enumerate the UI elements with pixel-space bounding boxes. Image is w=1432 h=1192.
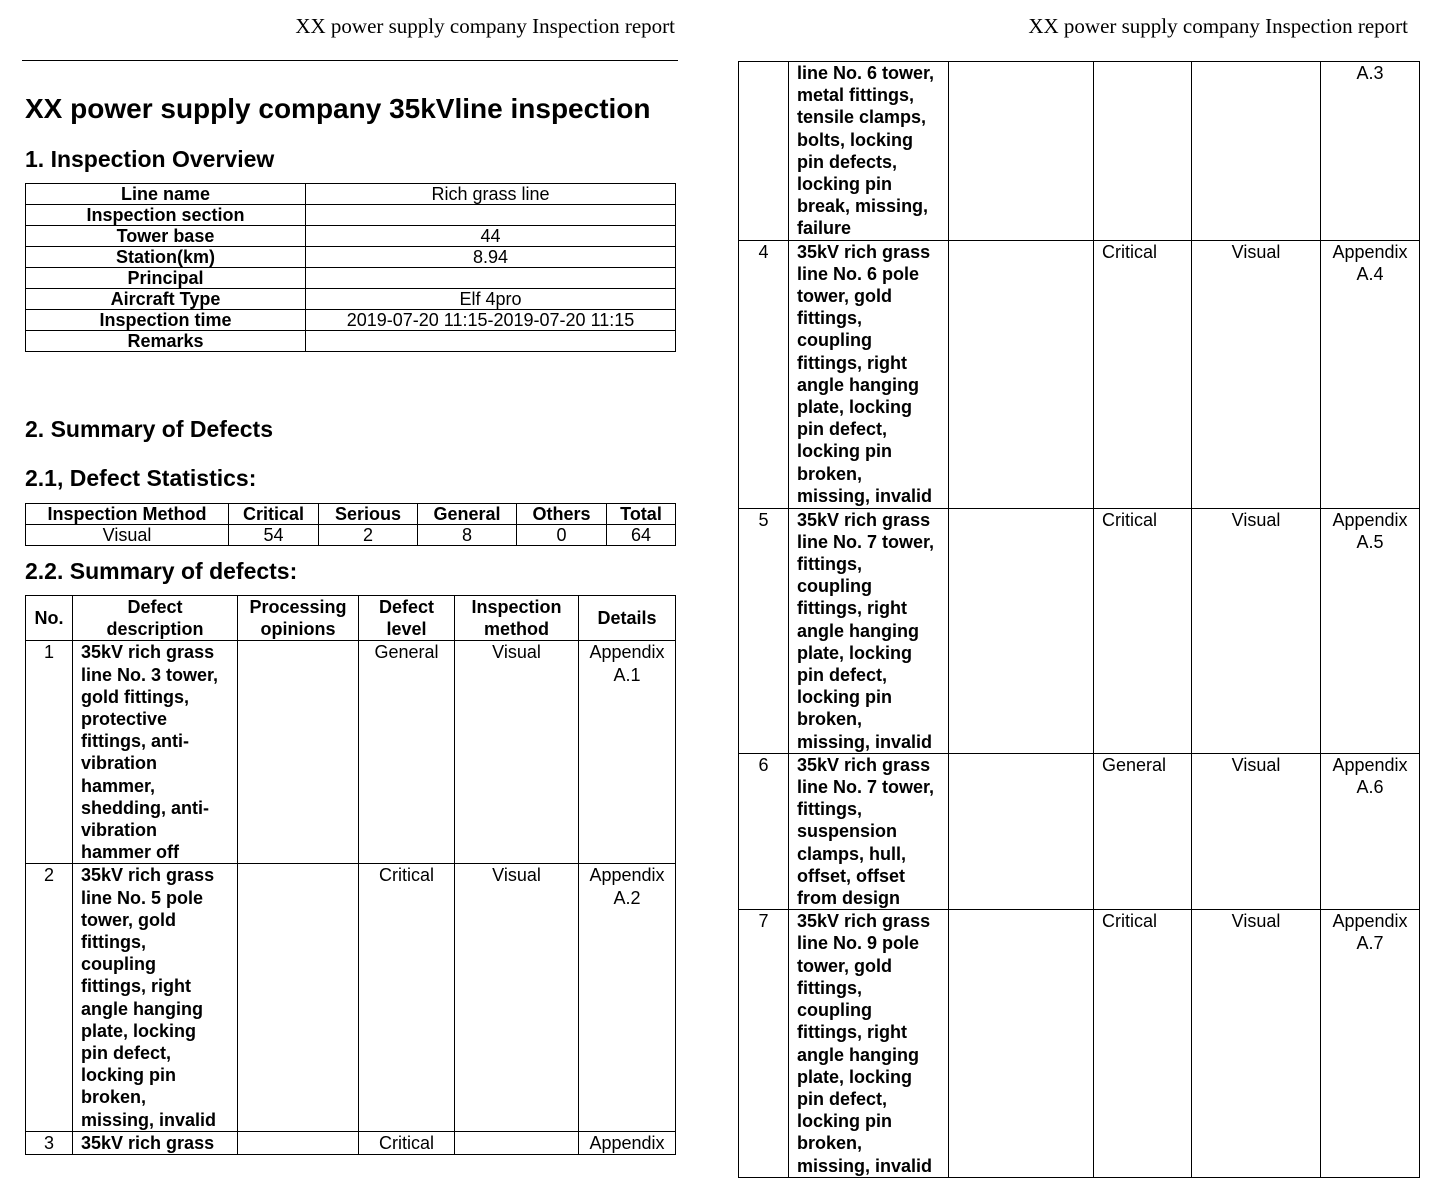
defect-details: Appendix A.4 bbox=[1321, 240, 1420, 508]
defect-row bbox=[26, 641, 676, 864]
col-header-opinions: Processing opinions bbox=[238, 596, 359, 641]
defect-details: Appendix A.5 bbox=[1321, 508, 1420, 753]
overview-value: 2019-07-20 11:15-2019-07-20 11:15 bbox=[306, 310, 676, 331]
stats-col-header: General bbox=[418, 504, 517, 525]
defect-level: Critical bbox=[359, 864, 455, 1131]
defect-level: Critical bbox=[1094, 910, 1192, 1177]
defect-row bbox=[739, 62, 1420, 241]
overview-label: Tower base bbox=[26, 226, 306, 247]
defect-level: Critical bbox=[359, 1131, 455, 1154]
col-header-level: Defect level bbox=[359, 596, 455, 641]
defect-no: 4 bbox=[739, 240, 789, 508]
defect-level: General bbox=[359, 641, 455, 864]
defect-no: 5 bbox=[739, 508, 789, 753]
defect-level: Critical bbox=[1094, 240, 1192, 508]
defect-opinions bbox=[949, 508, 1094, 753]
overview-table bbox=[25, 183, 676, 352]
defect-no: 1 bbox=[26, 641, 73, 864]
defect-method bbox=[455, 1131, 579, 1154]
stats-col-header: Inspection Method bbox=[26, 504, 229, 525]
overview-row bbox=[26, 205, 676, 226]
defect-description: 35kV rich grass line No. 3 tower, gold fittings, protective fittings, anti- vibration hammer, shedding, anti- vibration hammer off bbox=[73, 641, 238, 864]
defect-method: Visual bbox=[455, 864, 579, 1131]
overview-label: Principal bbox=[26, 268, 306, 289]
defect-description: 35kV rich grass line No. 9 pole tower, gold fittings, coupling fittings, right angle hanging plate, locking pin defect, locking pin broken, missing, invalid bbox=[789, 910, 949, 1177]
stats-cell: 2 bbox=[319, 525, 418, 546]
defect-opinions bbox=[949, 62, 1094, 241]
overview-row bbox=[26, 331, 676, 352]
defect-row bbox=[26, 1131, 676, 1154]
defects-table-continued bbox=[738, 61, 1420, 1178]
defect-details: Appendix A.6 bbox=[1321, 753, 1420, 909]
overview-row bbox=[26, 268, 676, 289]
stats-cell: 64 bbox=[607, 525, 676, 546]
defect-no: 2 bbox=[26, 864, 73, 1131]
defect-description: 35kV rich grass line No. 7 tower, fittings, suspension clamps, hull, offset, offset from design bbox=[789, 753, 949, 909]
defect-no bbox=[739, 62, 789, 241]
overview-value: 8.94 bbox=[306, 247, 676, 268]
defect-opinions bbox=[238, 1131, 359, 1154]
defect-opinions bbox=[238, 641, 359, 864]
stats-cell: 54 bbox=[229, 525, 319, 546]
defect-row bbox=[739, 753, 1420, 909]
defect-details: A.3 bbox=[1321, 62, 1420, 241]
defect-method: Visual bbox=[1192, 753, 1321, 909]
defect-no: 3 bbox=[26, 1131, 73, 1154]
overview-label: Inspection section bbox=[26, 205, 306, 226]
overview-label: Line name bbox=[26, 184, 306, 205]
stats-col-header: Others bbox=[517, 504, 607, 525]
defect-opinions bbox=[949, 753, 1094, 909]
running-header: XX power supply company Inspection report bbox=[295, 14, 675, 38]
defect-opinions bbox=[238, 864, 359, 1131]
overview-row bbox=[26, 226, 676, 247]
defect-description: 35kV rich grass line No. 6 pole tower, gold fittings, coupling fittings, right angle hanging plate, locking pin defect, locking pin broken, missing, invalid bbox=[789, 240, 949, 508]
summary-of-defects-heading: 2. Summary of Defects bbox=[25, 416, 273, 442]
overview-row bbox=[26, 289, 676, 310]
defect-statistics-table bbox=[25, 503, 676, 546]
defects-table-page-1 bbox=[25, 595, 677, 1153]
defect-level: General bbox=[1094, 753, 1192, 909]
overview-value bbox=[306, 268, 676, 289]
overview-value: Elf 4pro bbox=[306, 289, 676, 310]
defect-statistics-heading: 2.1, Defect Statistics: bbox=[25, 465, 257, 491]
defect-no: 6 bbox=[739, 753, 789, 909]
defect-method bbox=[1192, 62, 1321, 241]
defect-method: Visual bbox=[1192, 910, 1321, 1177]
running-header: XX power supply company Inspection report bbox=[1028, 14, 1408, 38]
defect-details: Appendix bbox=[579, 1131, 676, 1154]
defect-level: Critical bbox=[1094, 508, 1192, 753]
defect-details: Appendix A.1 bbox=[579, 641, 676, 864]
defect-no: 7 bbox=[739, 910, 789, 1177]
defect-method: Visual bbox=[455, 641, 579, 864]
col-header-no: No. bbox=[26, 596, 73, 641]
defect-row bbox=[739, 910, 1420, 1177]
defect-opinions bbox=[949, 240, 1094, 508]
defects-summary-heading: 2.2. Summary of defects: bbox=[25, 558, 298, 584]
inspection-overview-heading: 1. Inspection Overview bbox=[25, 146, 275, 172]
overview-value bbox=[306, 331, 676, 352]
stats-col-header: Serious bbox=[319, 504, 418, 525]
stats-col-header: Total bbox=[607, 504, 676, 525]
overview-value: 44 bbox=[306, 226, 676, 247]
overview-row bbox=[26, 310, 676, 331]
col-header-description: Defect description bbox=[73, 596, 238, 641]
header-divider bbox=[22, 60, 678, 61]
stats-cell: Visual bbox=[26, 525, 229, 546]
stats-col-header: Critical bbox=[229, 504, 319, 525]
overview-row bbox=[26, 184, 676, 205]
document-title: XX power supply company 35kVline inspection bbox=[25, 93, 651, 124]
defect-method: Visual bbox=[1192, 240, 1321, 508]
overview-label: Inspection time bbox=[26, 310, 306, 331]
overview-value: Rich grass line bbox=[306, 184, 676, 205]
stats-cell: 8 bbox=[418, 525, 517, 546]
defect-row bbox=[739, 508, 1420, 753]
defect-description: 35kV rich grass bbox=[73, 1131, 238, 1154]
col-header-details: Details bbox=[579, 596, 676, 641]
defect-row bbox=[739, 240, 1420, 508]
defect-level bbox=[1094, 62, 1192, 241]
stats-cell: 0 bbox=[517, 525, 607, 546]
col-header-method: Inspection method bbox=[455, 596, 579, 641]
defect-description: 35kV rich grass line No. 5 pole tower, gold fittings, coupling fittings, right angle hanging plate, locking pin defect, locking pin broken, missing, invalid bbox=[73, 864, 238, 1131]
defect-row bbox=[26, 864, 676, 1131]
defect-details: Appendix A.2 bbox=[579, 864, 676, 1131]
defect-details: Appendix A.7 bbox=[1321, 910, 1420, 1177]
defects-table bbox=[25, 595, 676, 1155]
defect-description: line No. 6 tower, metal fittings, tensile clamps, bolts, locking pin defects, locking pin break, missing, failure bbox=[789, 62, 949, 241]
overview-label: Aircraft Type bbox=[26, 289, 306, 310]
defect-method: Visual bbox=[1192, 508, 1321, 753]
defect-opinions bbox=[949, 910, 1094, 1177]
overview-value bbox=[306, 205, 676, 226]
defect-description: 35kV rich grass line No. 7 tower, fittings, coupling fittings, right angle hanging plate, locking pin defect, locking pin broken, missing, invalid bbox=[789, 508, 949, 753]
overview-label: Remarks bbox=[26, 331, 306, 352]
overview-row bbox=[26, 247, 676, 268]
overview-label: Station(km) bbox=[26, 247, 306, 268]
